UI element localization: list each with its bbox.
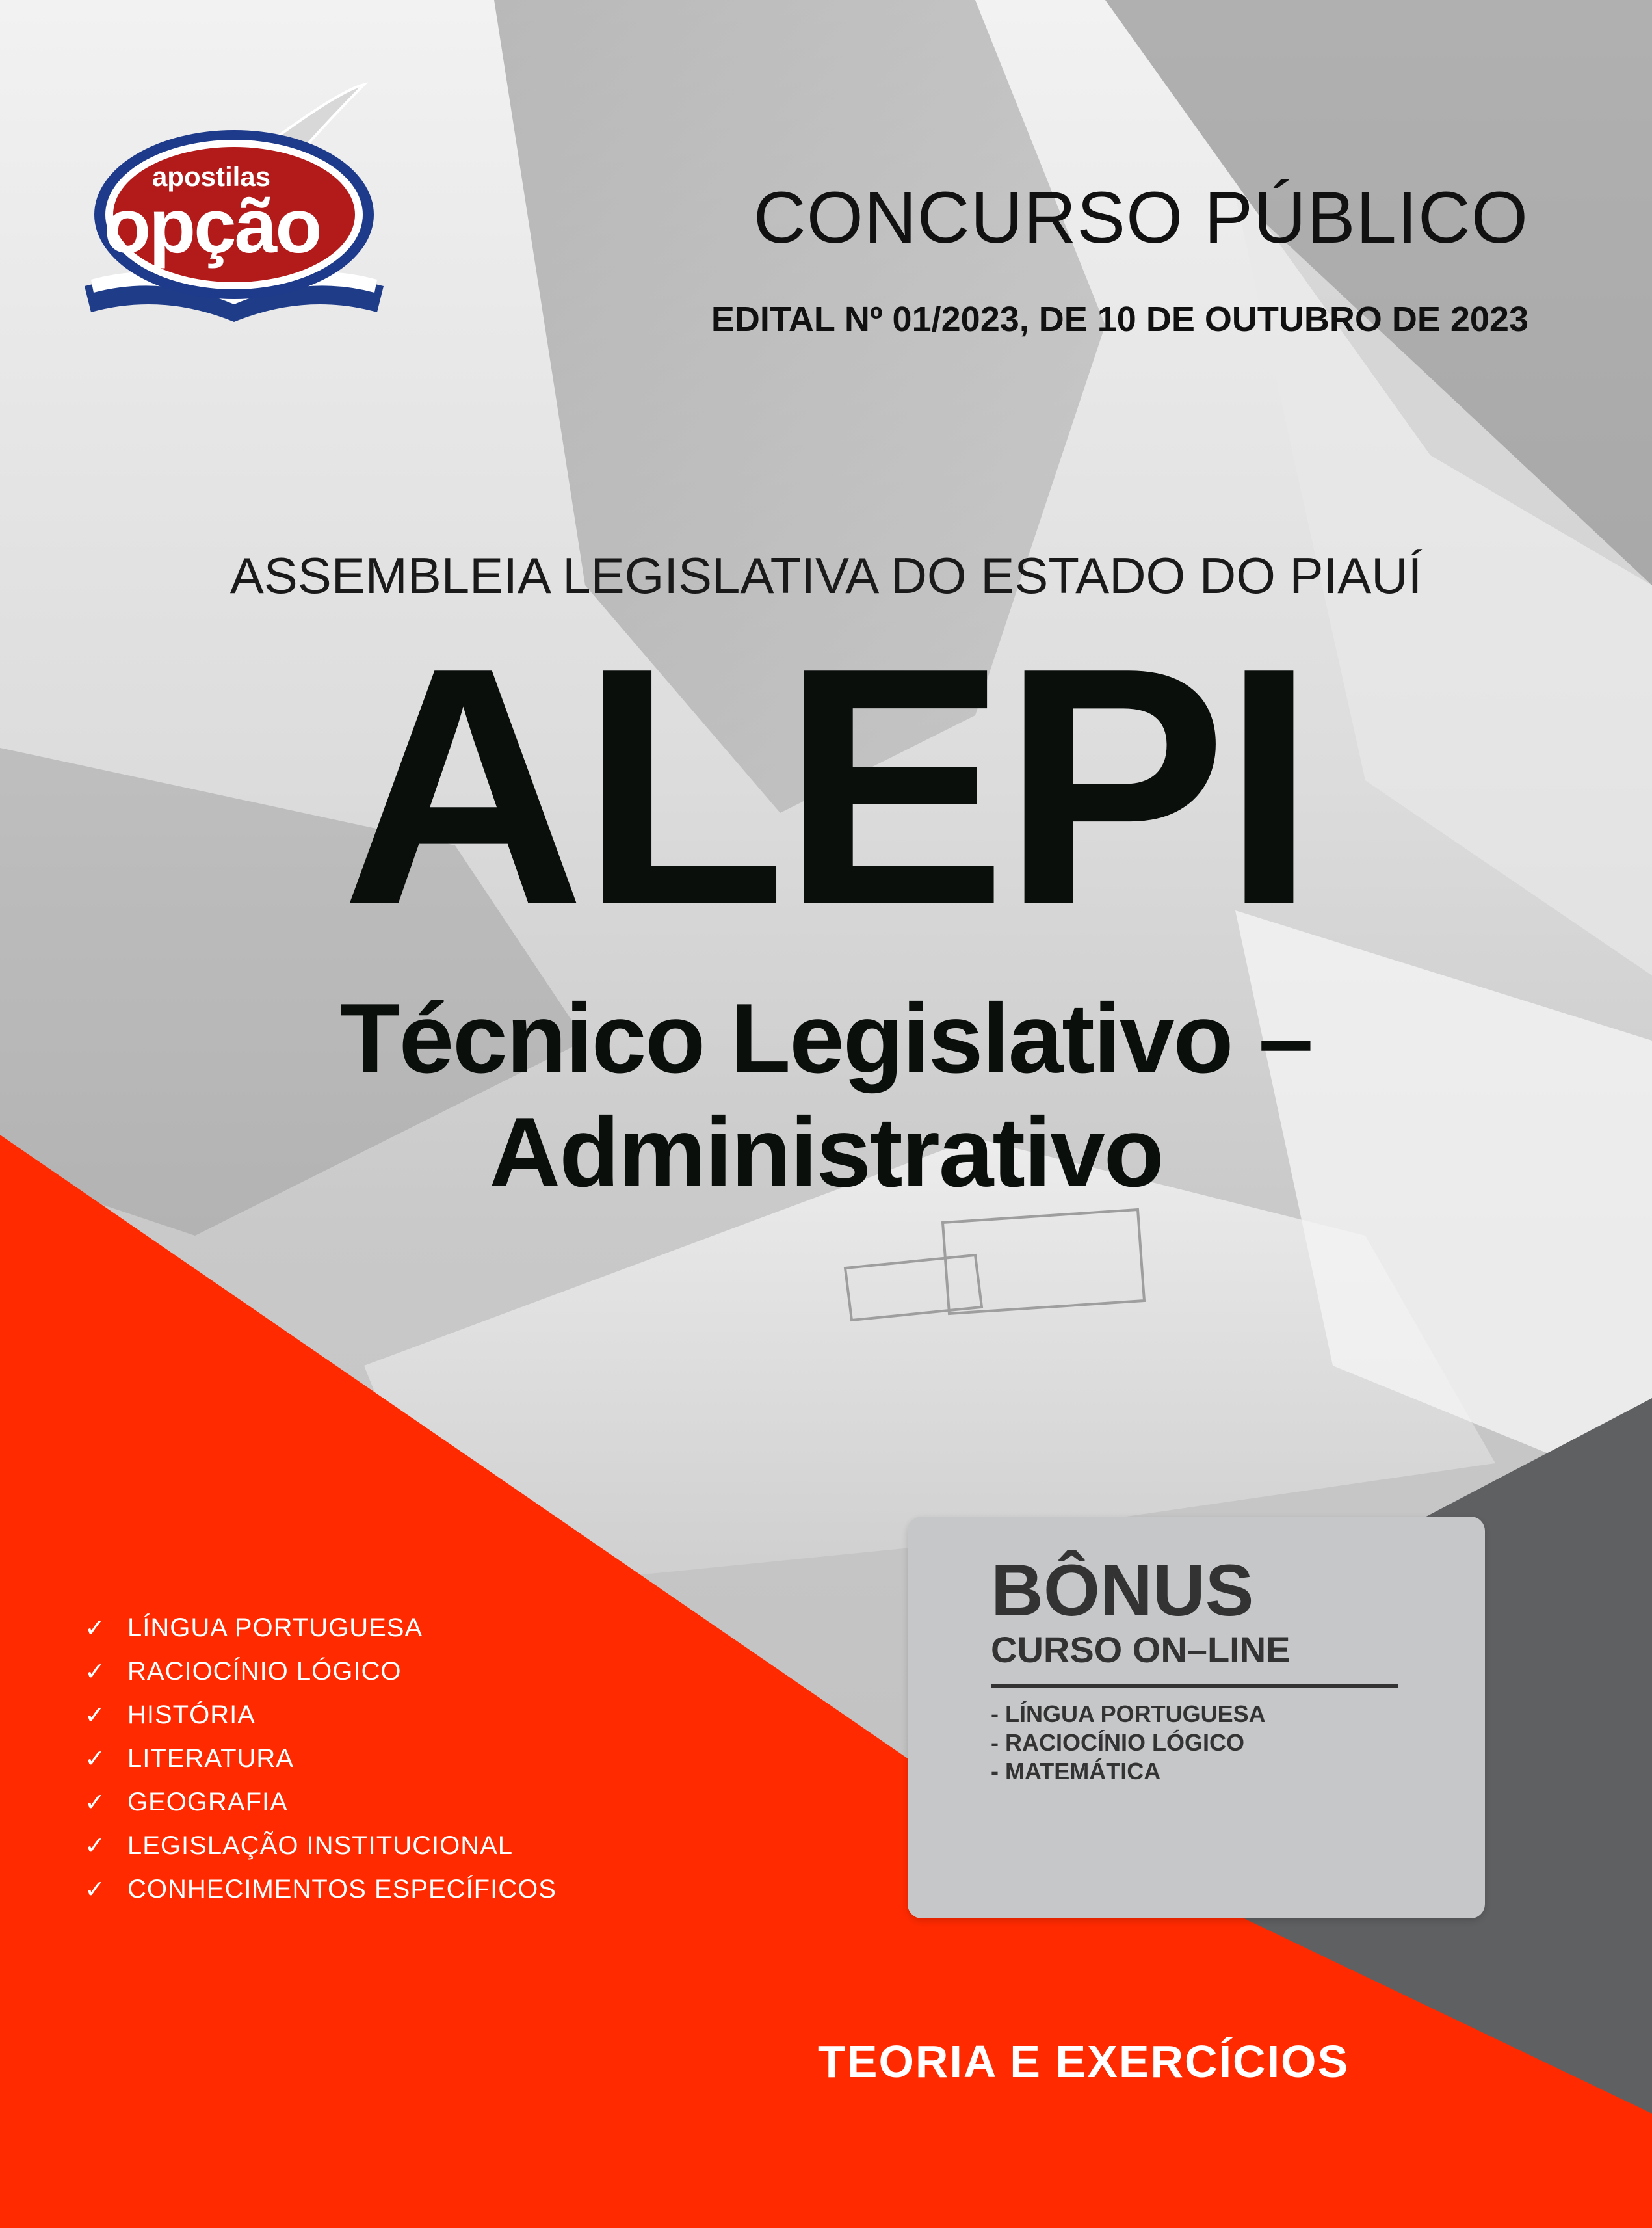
subject-label: HISTÓRIA: [127, 1701, 256, 1729]
check-icon: ✓: [85, 1658, 106, 1686]
organization-acronym: ALEPI: [341, 598, 1311, 975]
subjects-list: [85, 1606, 557, 1911]
bonus-items-list: [991, 1700, 1266, 1786]
position-title: Técnico Legislativo – Administrativo: [339, 983, 1313, 1208]
subject-item: [85, 1781, 557, 1824]
subject-label: CONHECIMENTOS ESPECÍFICOS: [127, 1875, 557, 1903]
edital-info: EDITAL Nº 01/2023, DE 10 DE OUTUBRO DE 2023: [711, 300, 1528, 339]
footer-text: TEORIA E EXERCÍCIOS: [818, 2036, 1350, 2087]
subject-label: GEOGRAFIA: [127, 1788, 288, 1816]
organization-name: ASSEMBLEIA LEGISLATIVA DO ESTADO DO PIAUÍ: [229, 547, 1423, 604]
bonus-item: - MATEMÁTICA: [991, 1758, 1161, 1784]
subject-item: [85, 1737, 557, 1781]
bonus-item: - RACIOCÍNIO LÓGICO: [991, 1729, 1244, 1756]
check-icon: ✓: [85, 1745, 106, 1773]
subject-label: RACIOCÍNIO LÓGICO: [127, 1657, 402, 1686]
subject-label: LITERATURA: [127, 1744, 294, 1773]
logo-brand-text: opção: [104, 183, 321, 269]
check-icon: ✓: [85, 1876, 106, 1903]
logo-small-text: apostilas: [151, 161, 271, 192]
subject-label: LÍNGUA PORTUGUESA: [127, 1613, 423, 1642]
subject-item: [85, 1868, 557, 1911]
contest-title: CONCURSO PÚBLICO: [753, 177, 1528, 258]
subject-item: [85, 1693, 557, 1737]
subject-item: [85, 1650, 557, 1693]
bonus-subtitle: CURSO ON–LINE: [991, 1629, 1291, 1670]
check-icon: ✓: [85, 1702, 106, 1729]
bonus-panel: [908, 1517, 1485, 1918]
bonus-title: BÔNUS: [991, 1550, 1254, 1631]
check-icon: ✓: [85, 1615, 106, 1642]
bonus-divider: [991, 1684, 1398, 1688]
check-icon: ✓: [85, 1789, 106, 1816]
bonus-item: - LÍNGUA PORTUGUESA: [991, 1701, 1266, 1727]
subject-item: [85, 1824, 557, 1868]
check-icon: ✓: [85, 1833, 106, 1860]
subject-label: LEGISLAÇÃO INSTITUCIONAL: [127, 1831, 514, 1860]
subject-item: [85, 1606, 557, 1650]
